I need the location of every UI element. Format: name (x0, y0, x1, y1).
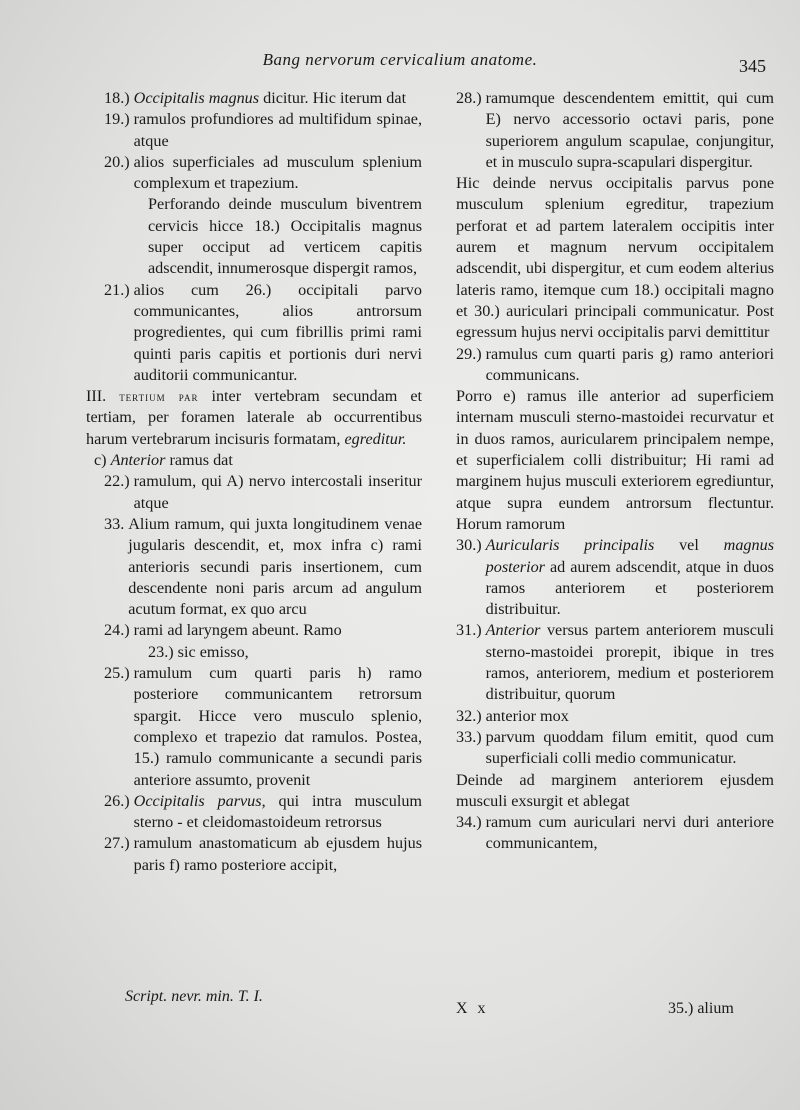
entry-21 (104, 280, 422, 386)
right-column (456, 88, 774, 855)
entry-28 (456, 88, 774, 173)
paragraph-deinde: Deinde ad marginem anteriorem ejusdem musculi exsurgit et ablegat (456, 770, 774, 810)
entry-number: 32.) (456, 706, 482, 725)
section-number: III. (86, 387, 107, 406)
entry-text: ramulum anastomaticum ab ejusdem hujus paris f) ramo posteriore accipit, (133, 834, 422, 874)
section-III (86, 386, 422, 450)
entry-text: ramulum, qui A) nervo intercostali inseritur atque (133, 472, 422, 512)
left-column (86, 88, 423, 876)
entry-22 (104, 471, 422, 514)
entry-30 (456, 535, 774, 620)
entry-number: 27.) (104, 834, 130, 853)
entry-text: ramumque descendentem emittit, qui cum E) nervo accessorio octavi paris, pone superiorem angulum scapulae, conjungitur, et in musculo supra-scapulari dispergitur. (485, 89, 774, 171)
entry-number: 30.) (456, 536, 482, 555)
signature-line: Script. nevr. min. T. I. (125, 988, 263, 1005)
entry-number: 34.) (456, 813, 482, 832)
entry-number: 19.) (104, 110, 130, 129)
sheet-signature-mark: X x (456, 1000, 489, 1017)
entry-29 (456, 344, 774, 387)
nerve-name: Occipitalis parvus (133, 791, 262, 810)
entry-text: ramulum cum quarti paris h) ramo posteriore communicantem retrorsum spargit. Hicce vero musculo splenio, complexo et trapezio dat ramulos. Postea, 15.) ramulo communicante a secundi paris anteriore assumto, provenit (133, 664, 422, 789)
section-text: inter vertebram secundam et tertiam, per foramen laterale ab occurrentibus harum vertebrarum incisuris formatam, (86, 387, 423, 448)
entry-text: anterior mox (485, 706, 569, 725)
entry-text: ramus dat (165, 451, 233, 470)
paragraph-porro: Porro e) ramus ille anterior ad superficiem internam musculi sterno-mastoidei recurvatur et in duos ramos, auricularem principalem nempe, et superficialem colli distribuitur; Hi rami ad marginem hujus musculi exteriorem egrediuntur, atque supra eundem antrorsum flectuntur. Horum ramorum (456, 387, 774, 533)
running-head: Bang nervorum cervicalium anatome. (262, 50, 538, 69)
entry-text: rami ad laryngem abeunt. Ramo (133, 621, 342, 640)
entry-number: 28.) (456, 89, 482, 107)
entry-18 (104, 88, 422, 109)
entry-number: 21.) (104, 280, 130, 299)
entry-text: ramum cum auriculari nervi duri anteriore communicantem, (485, 813, 774, 853)
nerve-name: Auricularis principalis (485, 536, 655, 555)
section-title: tertium par (119, 389, 199, 405)
nerve-name: Occipitalis magnus (133, 89, 260, 107)
paragraph-perforando: Perforando deinde musculum biventrem cervicis hicce 18.) Occipitalis magnus super occiput ad verticem capitis adscendit, innumerosque dispergit ramos, (148, 195, 422, 278)
entry-text: alios superficiales ad musculum splenium complexum et trapezium. (133, 152, 422, 193)
entry-number: 25.) (104, 664, 130, 683)
entry-33-right (456, 727, 774, 770)
catchword: 35.) alium (668, 1000, 734, 1017)
entry-31 (456, 620, 774, 705)
section-emphasis: egreditur. (344, 429, 407, 448)
nerve-name: magnus posterior (485, 536, 774, 576)
entry-33-left (104, 514, 422, 620)
entry-c (94, 450, 422, 471)
entry-26 (104, 791, 422, 834)
entry-number: 29.) (456, 344, 482, 363)
entry-number: 22.) (104, 472, 130, 491)
entry-24 (104, 620, 422, 641)
entry-text: Alium ramum, qui juxta longitudinem venae jugularis descendit, et, mox infra c) rami anterioris secundi paris insertionem, cum descendente noni paris arcum ad angulum acutum format, ex quo arcu (128, 514, 422, 619)
entry-34 (456, 812, 774, 855)
entry-text: versus partem anteriorem musculi sterno-mastoidei prorepit, ibique in tres ramos, anteriorem, medium et posteriorem distribuitur, quorum (485, 621, 774, 704)
entry-text: vel (654, 536, 724, 555)
entry-number: 24.) (104, 621, 130, 640)
entry-text: alios cum 26.) occipitali parvo communicantes, alios antrorsum progredientes, qui cum fibrillis primi rami quinti paris capitis et portionis duri nervi auditorii communicantur. (133, 280, 422, 384)
entry-text: ramulus cum quarti paris g) ramo anteriori communicans. (485, 344, 774, 384)
entry-text: dicitur. Hic iterum dat (259, 89, 407, 107)
entry-number: 20.) (104, 152, 130, 171)
entry-number: 33.) (456, 727, 482, 746)
entry-27 (104, 833, 422, 876)
entry-32 (456, 706, 774, 727)
nerve-name: Anterior (110, 451, 166, 470)
entry-number: 33. (104, 514, 125, 533)
entry-text: , qui intra musculum sterno - et cleidomastoideum retrorsus (133, 791, 423, 832)
entry-text: parvum quoddam filum emitit, quod cum superficiali colli medio communicatur. (485, 727, 774, 768)
entry-25 (104, 663, 422, 791)
entry-letter: c) (94, 451, 107, 470)
entry-number: 31.) (456, 621, 482, 640)
paragraph-hic: Hic deinde nervus occipitalis parvus pone musculum splenium egreditur, trapezium perforat et ad partem lateralem occipitis inter aurem et magnum nervum occipitalem adscendit, ubi dispergitur, et cum eodem alterius lateris ramo, itemque cum 18.) occipitali magno et 30.) auriculari principali communicatur. Post egressum hujus nervi occipitalis parvi demittitur (456, 174, 774, 342)
nerve-name: Anterior (485, 621, 541, 640)
entry-text: ramulos profundiores ad multifidum spinae, atque (133, 110, 422, 150)
paragraph-23: 23.) sic emisso, (148, 642, 249, 661)
entry-number: 18.) (104, 89, 130, 107)
entry-19 (104, 109, 422, 152)
page-number: 345 (739, 56, 766, 76)
entry-20 (104, 152, 422, 195)
entry-number: 26.) (104, 791, 130, 810)
entry-text: ad aurem adscendit, atque in duos ramos anteriorem et posteriorem distribuitur. (485, 557, 774, 619)
